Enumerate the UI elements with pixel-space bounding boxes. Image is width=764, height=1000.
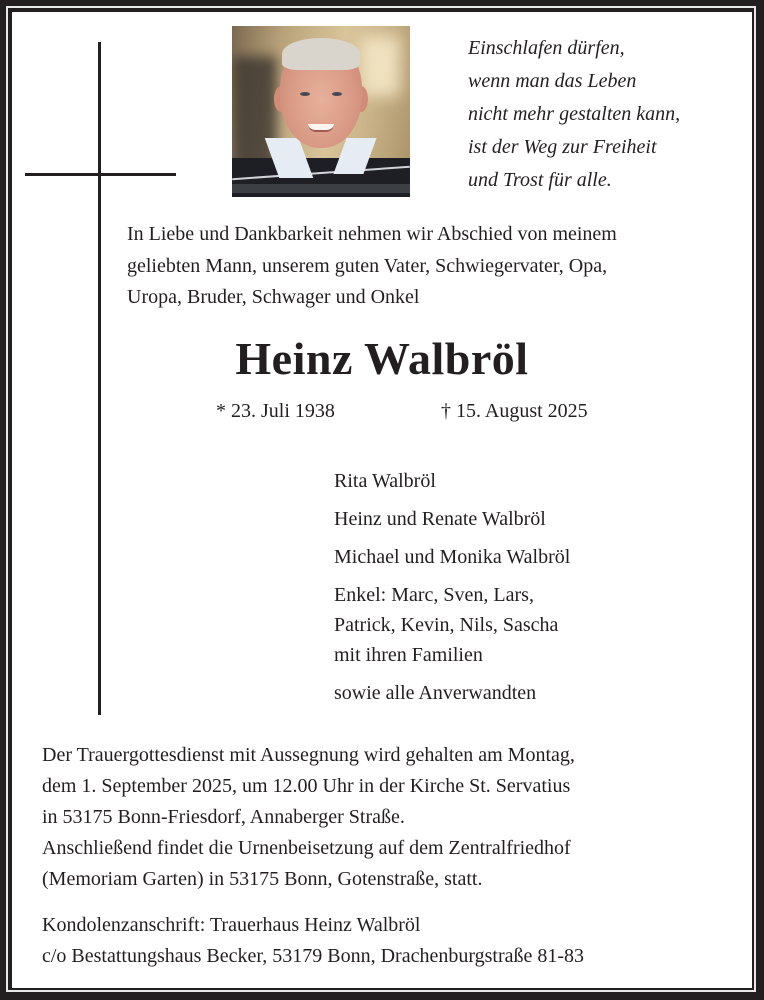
cross-icon-horizontal (25, 173, 176, 176)
intro-line: geliebten Mann, unserem guten Vater, Schwiegervater, Opa, (127, 254, 608, 277)
poem (468, 32, 680, 197)
family-entry: Heinz und Renate Walbröl (334, 508, 546, 530)
family-entry: Michael und Monika Walbröl (334, 546, 571, 568)
intro-text (127, 219, 747, 314)
poem-line: wenn man das Leben (468, 70, 637, 92)
condolence-line: Kondolenzanschrift: Trauerhaus Heinz Walbröl (42, 914, 421, 936)
deceased-name: Heinz Walbröl (235, 333, 529, 384)
poem-line: nicht mehr gestalten kann, (468, 103, 681, 125)
poem-line: und Trost für alle. (468, 169, 612, 191)
family-entry: Rita Walbröl (334, 470, 436, 492)
poem-line: Einschlafen dürfen, (468, 37, 625, 59)
service-info (42, 740, 575, 895)
death-date: † 15. August 2025 (441, 400, 588, 422)
poem-line: ist der Weg zur Freiheit (468, 136, 657, 158)
family-entry: sowie alle Anverwandten (334, 682, 537, 704)
service-line: (Memoriam Garten) in 53175 Bonn, Gotenstraße, statt. (42, 868, 483, 890)
service-line: Anschließend findet die Urnenbeisetzung auf dem Zentralfriedhof (42, 837, 571, 859)
family-entry-grandchildren: Enkel: Marc, Sven, Lars, Patrick, Kevin, Nils, Sascha mit ihren Familien (334, 584, 559, 666)
birth-date: * 23. Juli 1938 (216, 400, 335, 422)
portrait-photo (232, 26, 410, 197)
service-line: in 53175 Bonn-Friesdorf, Annaberger Straße. (42, 806, 405, 828)
service-line: Der Trauergottesdienst mit Aussegnung wird gehalten am Montag, (42, 744, 575, 766)
family-list (334, 466, 570, 716)
condolence-line: c/o Bestattungshaus Becker, 53179 Bonn, Drachenburgstraße 81-83 (42, 945, 585, 967)
condolence-address (42, 910, 584, 972)
service-line: dem 1. September 2025, um 12.00 Uhr in der Kirche St. Servatius (42, 775, 571, 797)
intro-line: In Liebe und Dankbarkeit nehmen wir Abschied von meinem (127, 223, 617, 245)
intro-line: Uropa, Bruder, Schwager und Onkel (127, 286, 420, 308)
